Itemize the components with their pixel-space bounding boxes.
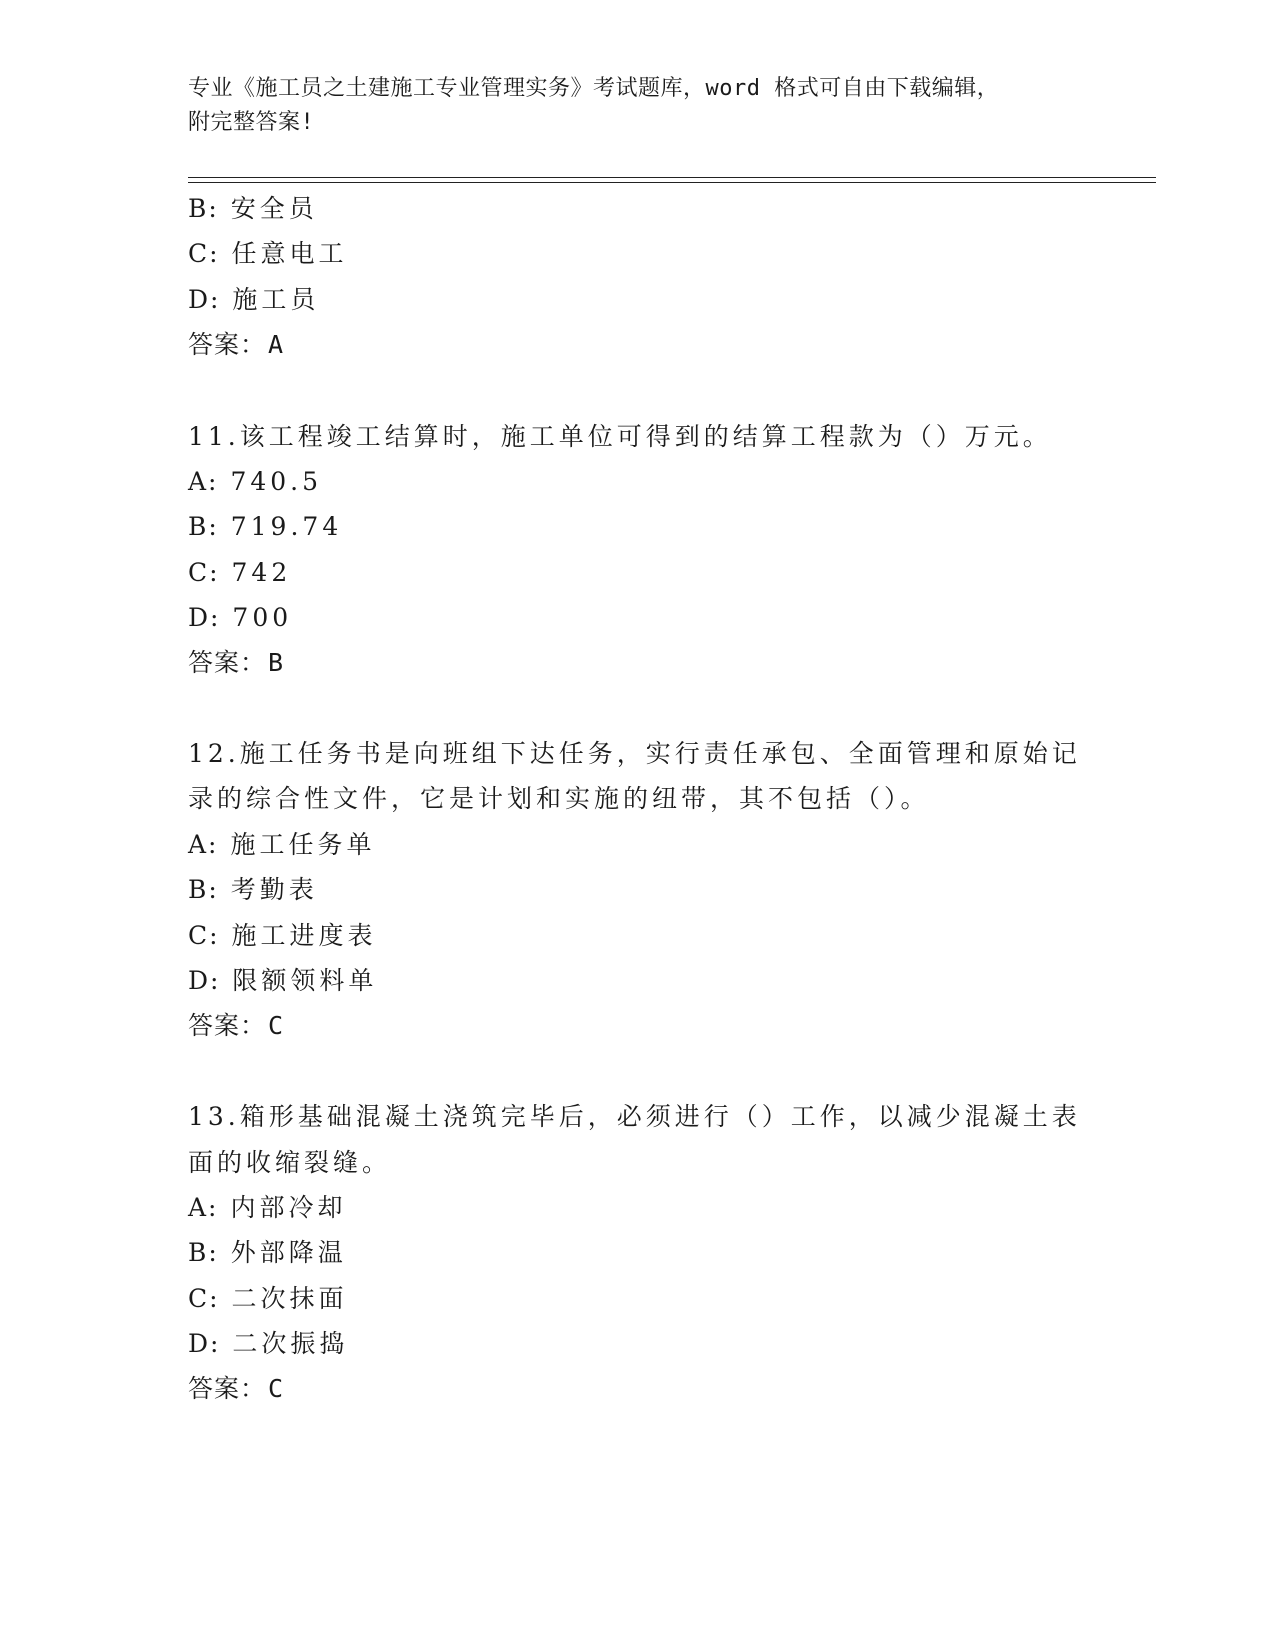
q10-option-c (188, 237, 348, 271)
q13-option-a (188, 1191, 346, 1225)
q13-option-b (188, 1236, 347, 1270)
q10-answer (188, 328, 284, 362)
option-prefix: B: (188, 194, 219, 223)
answer-value: B (268, 648, 285, 677)
q13-stem-line-1: 13.箱形基础混凝土浇筑完毕后，必须进行（）工作，以减少混凝土表 (188, 1102, 1081, 1131)
answer-value: C (268, 1011, 285, 1040)
q11-option-c (188, 556, 291, 590)
q12-option-a (188, 828, 375, 862)
q11-option-b (188, 510, 342, 544)
q12-stem-line-2: 录的综合性文件，它是计划和实施的纽带，其不包括（）。 (188, 784, 930, 813)
option-text: 安全员 (230, 194, 318, 223)
option-prefix: A: (188, 467, 219, 496)
answer-value: C (268, 1374, 285, 1403)
q12-stem-line-1: 12.施工任务书是向班组下达任务，实行责任承包、全面管理和原始记 (188, 739, 1081, 768)
option-text: 二次振捣 (232, 1329, 349, 1358)
option-text: 施工员 (232, 285, 320, 314)
answer-label: 答案： (188, 1374, 267, 1403)
option-prefix: C: (188, 558, 220, 587)
option-prefix: D: (188, 285, 221, 314)
option-text: 740.5 (230, 467, 323, 496)
q11-answer (188, 646, 284, 680)
answer-value: A (268, 330, 285, 359)
header-line-2: 附完整答案! (188, 110, 315, 135)
answer-label: 答案： (188, 330, 267, 359)
option-text: 外部降温 (230, 1238, 347, 1267)
option-prefix: B: (188, 1238, 219, 1267)
document-header (188, 72, 1068, 140)
option-text: 任意电工 (231, 239, 348, 268)
option-text: 考勤表 (230, 875, 318, 904)
q12-option-d (188, 964, 377, 998)
option-prefix: C: (188, 921, 220, 950)
q11-option-a (188, 465, 322, 499)
q11-option-d (188, 601, 292, 635)
option-text: 二次抹面 (231, 1284, 348, 1313)
answer-label: 答案： (188, 648, 267, 677)
option-prefix: B: (188, 512, 219, 541)
option-prefix: D: (188, 966, 221, 995)
option-text: 施工任务单 (230, 830, 376, 859)
option-text: 施工进度表 (231, 921, 377, 950)
q12-answer (188, 1009, 284, 1043)
option-text: 719.74 (230, 512, 343, 541)
option-text: 742 (231, 558, 292, 587)
q10-option-b (188, 192, 318, 226)
q13-option-c (188, 1282, 348, 1316)
q12-option-b (188, 873, 318, 907)
option-prefix: A: (188, 830, 219, 859)
q13-option-d (188, 1327, 348, 1361)
option-prefix: A: (188, 1193, 219, 1222)
answer-label: 答案： (188, 1011, 267, 1040)
option-text: 内部冷却 (230, 1193, 347, 1222)
header-line-1: 专业《施工员之土建施工专业管理实务》考试题库，word 格式可自由下载编辑， (188, 76, 1000, 101)
option-text: 700 (232, 603, 293, 632)
q12-option-c (188, 919, 377, 953)
q13-stem-line-2: 面的收缩裂缝。 (188, 1148, 392, 1177)
option-prefix: C: (188, 1284, 220, 1313)
option-prefix: D: (188, 603, 221, 632)
option-prefix: B: (188, 875, 219, 904)
q11-stem: 11.该工程竣工结算时，施工单位可得到的结算工程款为（）万元。 (188, 422, 1052, 451)
q10-option-d (188, 283, 319, 317)
q13-answer (188, 1372, 284, 1406)
header-divider-top (188, 177, 1156, 178)
option-text: 限额领料单 (232, 966, 378, 995)
option-prefix: C: (188, 239, 220, 268)
option-prefix: D: (188, 1329, 221, 1358)
header-divider-bottom (188, 182, 1156, 183)
